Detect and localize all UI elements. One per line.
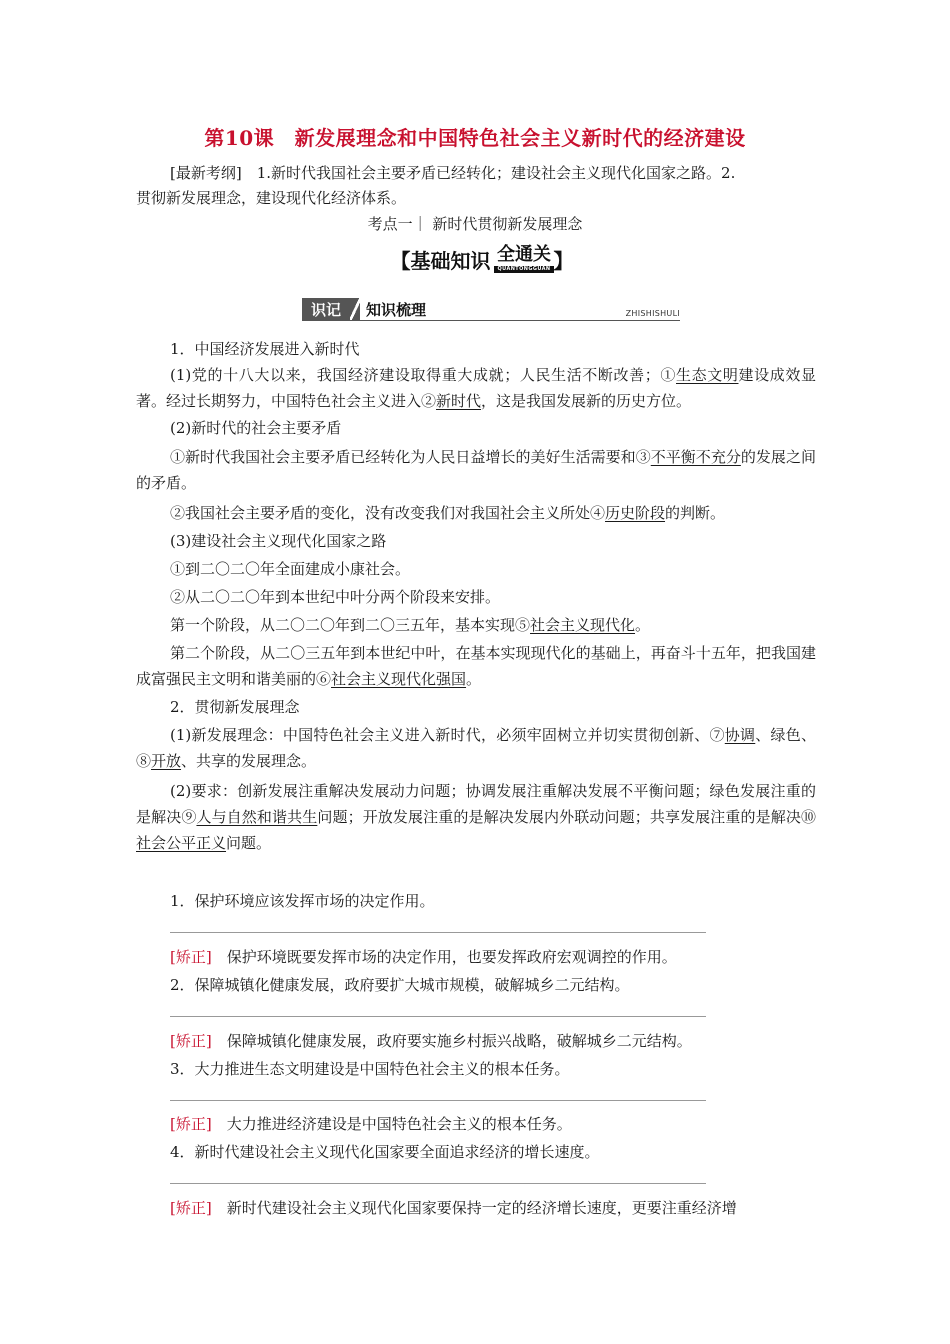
- p4-text-b: 的判断。: [665, 504, 726, 522]
- p9-text-b: 。: [466, 670, 482, 688]
- p11-text-c: 问题。: [226, 834, 272, 852]
- answer-line-3: [170, 1100, 706, 1101]
- correction-3: [170, 1111, 572, 1137]
- banner-badge: [494, 243, 553, 273]
- p8-text-a: 第一个阶段，从二〇二〇年到二〇三五年，基本实现⑤: [170, 616, 531, 634]
- answer-8: 开放: [151, 752, 182, 770]
- answer-10: 社会公平正义: [136, 834, 227, 852]
- answer-9: 人与自然和谐共生: [196, 808, 318, 826]
- p8-text-b: 。: [635, 616, 651, 634]
- p10-text-a: (1)新发展理念：中国特色社会主义进入新时代，必须牢固树立并切实贯彻创新、⑦: [170, 726, 725, 744]
- p10-text-b: 、绿色、⑧: [136, 726, 816, 770]
- answer-line-2: [170, 1016, 706, 1017]
- answer-line-4: [170, 1183, 706, 1184]
- basics-banner: [378, 242, 586, 276]
- answer-5: 社会主义现代化: [530, 616, 636, 634]
- correction-tag-1: [矫正]: [170, 948, 212, 966]
- p3-text-b: 的发展之间的矛盾。: [136, 448, 816, 492]
- syllabus-tag: [最新考纲]: [170, 164, 242, 182]
- heading-1: 1．中国经济发展进入新时代: [170, 340, 360, 358]
- paragraph-3: [136, 444, 816, 496]
- correction-text-4: 新时代建设社会主义现代化国家要保持一定的经济增长速度，更要注重经济增: [211, 1199, 737, 1217]
- p11-text-b: 问题；开放发展注重的是解决发展内外联动问题；共享发展注重的是解决⑩: [317, 808, 816, 826]
- correction-text-1: 保护环境既要发挥市场的决定作用，也要发挥政府宏观调控的作用。: [211, 948, 677, 966]
- lesson-title: 第10课 新发展理念和中国特色社会主义新时代的经济建设: [204, 126, 746, 150]
- paragraph-11: [136, 778, 816, 856]
- answer-7: 协调: [724, 726, 756, 744]
- correction-tag-2: [矫正]: [170, 1032, 212, 1050]
- paragraph-7: ②从二〇二〇年到本世纪中叶分两个阶段来安排。: [170, 588, 501, 606]
- paragraph-9: [136, 640, 816, 692]
- section-header: [302, 298, 680, 321]
- answer-3: 不平衡不充分: [650, 448, 741, 466]
- p4-text-a: ②我国社会主要矛盾的变化，没有改变我们对我国社会主义所处④: [170, 504, 606, 522]
- p3-text-a: ①新时代我国社会主要矛盾已经转化为人民日益增长的美好生活需要和③: [170, 448, 651, 466]
- paragraph-8: [170, 612, 650, 638]
- paragraph-4: [170, 500, 725, 526]
- kaodian-heading: 考点一｜ 新时代贯彻新发展理念: [367, 215, 583, 233]
- answer-6: 社会主义现代化强国: [331, 670, 467, 688]
- paragraph-6: ①到二〇二〇年全面建成小康社会。: [170, 560, 411, 578]
- p1-text-c: ，这是我国发展新的历史方位。: [481, 392, 692, 410]
- section-title: 知识梳理: [366, 301, 427, 319]
- answer-1: 生态文明: [676, 366, 739, 384]
- slash-decoration: [350, 298, 360, 320]
- paragraph-5: (3)建设社会主义现代化国家之路: [170, 532, 387, 550]
- syllabus-text-1: 1.新时代我国社会主要矛盾已经转化；建设社会主义现代化国家之路。2.: [241, 164, 736, 182]
- banner-close: 】: [553, 248, 574, 273]
- statement-4: 4．新时代建设社会主义现代化国家要全面追求经济的增长速度。: [170, 1143, 600, 1161]
- p10-text-c: 、共享的发展理念。: [181, 752, 317, 770]
- answer-4: 历史阶段: [605, 504, 666, 522]
- answer-line-1: [170, 932, 706, 933]
- banner-text: 【基础知识: [390, 248, 491, 273]
- banner-badge-sub: QUANTONGGUAN: [494, 266, 553, 273]
- correction-tag-3: [矫正]: [170, 1115, 212, 1133]
- correction-2: [170, 1028, 692, 1054]
- paragraph-2: (2)新时代的社会主要矛盾: [170, 419, 342, 437]
- paragraph-10: [136, 722, 816, 774]
- statement-1: 1．保护环境应该发挥市场的决定作用。: [170, 892, 435, 910]
- correction-text-2: 保障城镇化健康发展，政府要实施乡村振兴战略，破解城乡二元结构。: [211, 1032, 692, 1050]
- p9-text-a: 第二个阶段，从二〇三五年到本世纪中叶，在基本实现现代化的基础上，再奋斗十五年，把我国建成富强民主文明和谐美丽的⑥: [136, 644, 816, 688]
- statement-2: 2．保障城镇化健康发展，政府要扩大城市规模，破解城乡二元结构。: [170, 976, 630, 994]
- syllabus-line-1: [170, 160, 735, 186]
- correction-1: [170, 944, 677, 970]
- correction-4: [170, 1195, 737, 1221]
- correction-tag-4: [矫正]: [170, 1199, 212, 1217]
- statement-3: 3．大力推进生态文明建设是中国特色社会主义的根本任务。: [170, 1060, 570, 1078]
- correction-text-3: 大力推进经济建设是中国特色社会主义的根本任务。: [211, 1115, 572, 1133]
- paragraph-1: [136, 362, 816, 414]
- section-tag: 识记: [302, 298, 350, 320]
- p1-text-a: (1)党的十八大以来，我国经济建设取得重大成就；人民生活不断改善；①: [170, 366, 677, 384]
- heading-2: 2．贯彻新发展理念: [170, 698, 300, 716]
- p11-text-a: (2)要求：创新发展注重解决发展动力问题；协调发展注重解决发展不平衡问题；绿色发展注重的是解决⑨: [136, 782, 816, 826]
- banner-badge-main: 全通关: [497, 243, 551, 265]
- syllabus-line-2: 贯彻新发展理念，建设现代化经济体系。: [136, 189, 407, 207]
- answer-2: 新时代: [436, 392, 482, 410]
- p1-text-b: 建设成效显著。经过长期努力，中国特色社会主义进入②: [136, 366, 816, 410]
- section-pinyin: ZHISHISHULI: [625, 309, 680, 318]
